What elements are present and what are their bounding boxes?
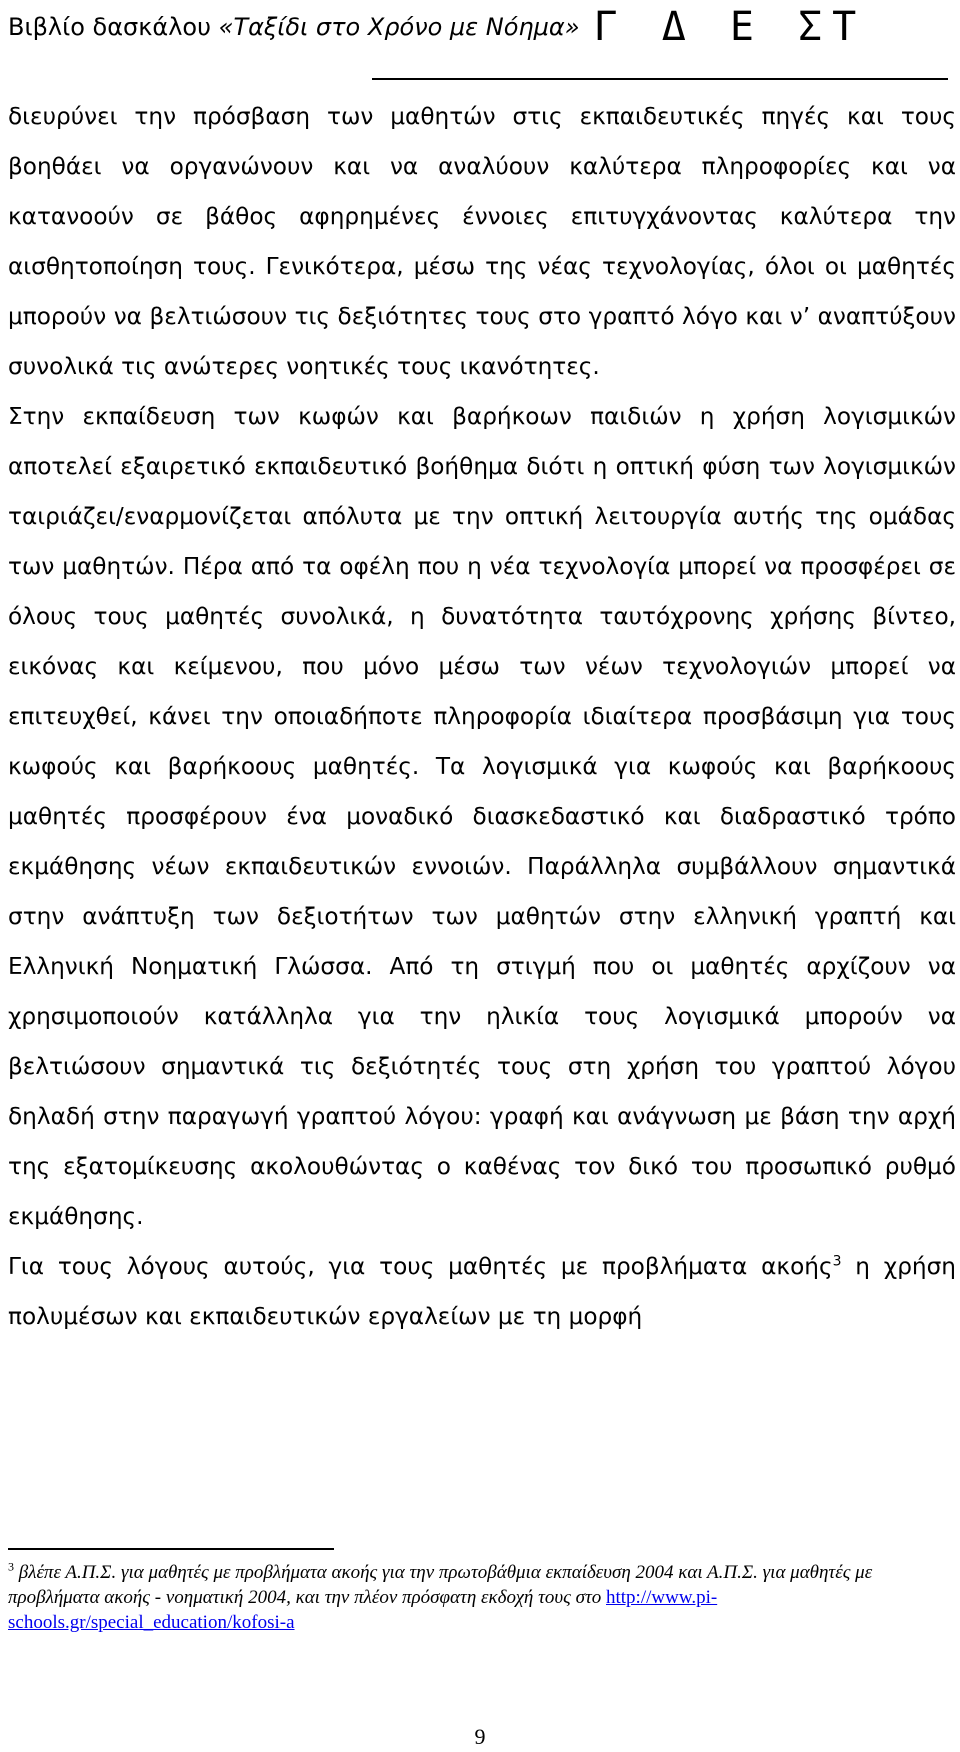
header-title	[8, 13, 580, 41]
paragraph-1: διευρύνει την πρόσβαση των μαθητών στις εκπαιδευτικές πηγές και τους βοηθάει να οργανώνουν και να αναλύουν καλύτερα πληροφορίες και να κατανοούν σε βάθος αφηρημένες έννοιες επιτυγχάνοντας καλύτερα την αισθητοποίηση τους. Γενικότερα, μέσω της νέας τεχνολογίας, όλοι οι μαθητές μπορούν να βελτιώσουν τις δεξιότητες τους στο γραπτό λόγο και ν’ αναπτύξουν συνολικά τις ανώτερες νοητικές τους ικανότητες.	[8, 103, 956, 380]
paragraph-2: Στην εκπαίδευση των κωφών και βαρήκοων παιδιών η χρήση λογισμικών αποτελεί εξαιρετικό εκπαιδευτικό βοήθημα διότι η οπτική φύση των λογισμικών ταιριάζει/εναρμονίζεται απόλυτα με την οπτική λειτουργία αυτής της ομάδας των μαθητών. Πέρα από τα οφέλη που η νέα τεχνολογία μπορεί να προσφέρει σε όλους τους μαθητές συνολικά, η δυνατότητα ταυτόχρονης χρήσης βίντεο, εικόνας και κείμενου, που μόνο μέσω των νέων τεχνολογιών μπορεί να επιτευχθεί, κάνει την οποιαδήποτε πληροφορία ιδιαίτερα προσβάσιμη για τους κωφούς και βαρήκοους μαθητές. Τα λογισμικά για κωφούς και βαρήκοους μαθητές προσφέρουν ένα μοναδικό διασκεδαστικό και διαδραστικό τρόπο εκμάθησης νέων εκπαιδευτικών εννοιών. Παράλληλα συμβάλλουν σημαντικά στην ανάπτυξη των δεξιοτήτων των μαθητών στην ελληνική γραπτή και Ελληνική Νοηματική Γλώσσα. Από τη στιγμή που οι μαθητές αρχίζουν να χρησιμοποιούν κατάλληλα για την ηλικία τους λογισμικά μπορούν να βελτιώσουν σημαντικά τις δεξιότητές τους στη χρήση του γραπτού λόγου δηλαδή στην παραγωγή γραπτού λόγου: γραφή και ανάγνωση με βάση την αρχή της εξατομίκευσης ακολουθώντας ο καθένας τον δικό του προσωπικό ρυθμό εκμάθησης.	[8, 403, 956, 1230]
header-title-prefix: Βιβλίο δασκάλου	[8, 13, 219, 41]
page-number: 9	[474, 1724, 486, 1749]
paragraph-3	[8, 1242, 956, 1342]
header-title-italic: «Ταξίδι στο Χρόνο με Νόημα»	[218, 13, 580, 41]
footnote-link[interactable]: http://www.pi-schools.gr/special_education/kofosi-a	[8, 1587, 718, 1633]
footnote	[8, 1560, 956, 1635]
footnote-reference[interactable]: 3	[832, 1253, 842, 1270]
header-grades: Γ Δ Ε ΣΤ	[593, 4, 867, 50]
page-header	[8, 0, 948, 54]
paragraph-3-end: η χρήση πολυμέσων και εκπαιδευτικών εργαλείων με τη μορφή	[8, 1253, 956, 1330]
header-rule	[372, 78, 948, 80]
footnote-marker: 3	[8, 1559, 14, 1574]
footnote-rule	[8, 1548, 334, 1550]
footnote-text: βλέπε Α.Π.Σ. για μαθητές με προβλήματα ακοής για την πρωτοβάθμια εκπαίδευση 2004 και Α.Π.Σ. για μαθητές με προβλήματα ακοής - νοηματική 2004, και την πλέον πρόσφατη εκδοχή τους στο	[8, 1562, 873, 1608]
paragraph-3-start: Για τους λόγους αυτούς, για τους μαθητές με προβλήματα ακοής	[8, 1253, 833, 1280]
body-text	[8, 92, 956, 1342]
